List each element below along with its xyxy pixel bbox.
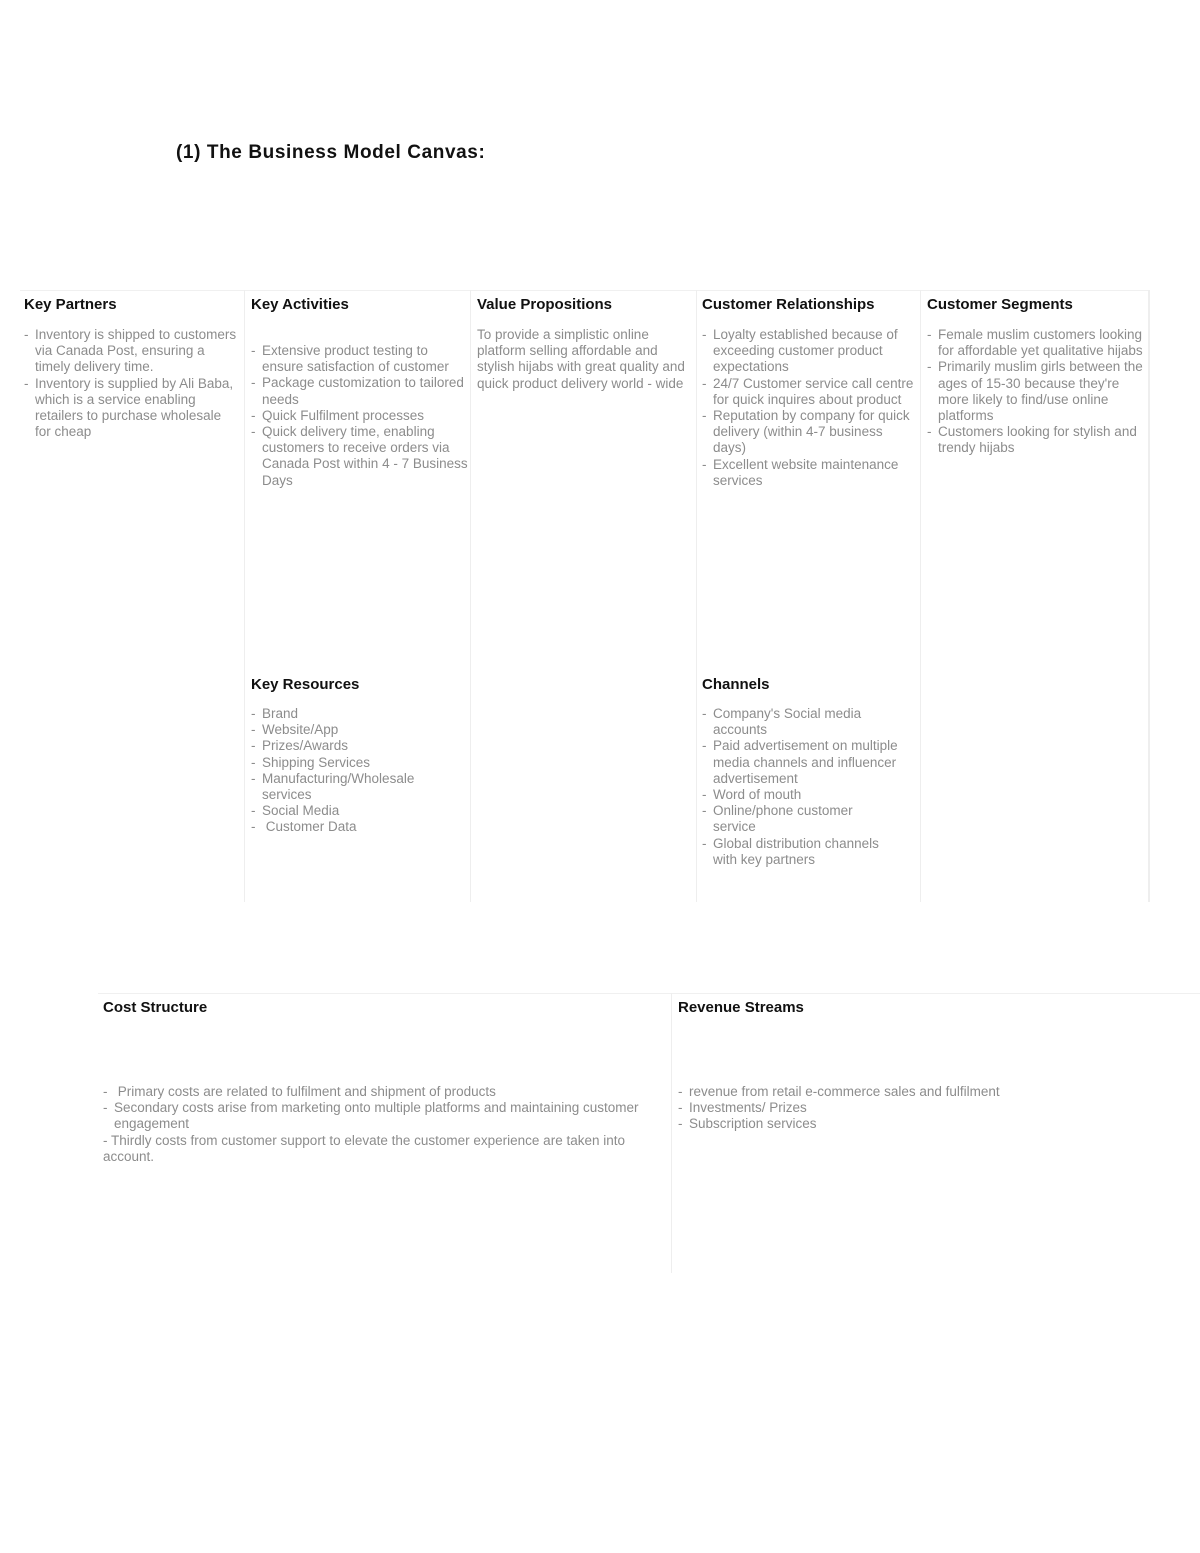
list-item: - Global distribution channels with key partners — [702, 836, 903, 868]
customer-segments-title: Customer Segments — [927, 296, 1073, 313]
customer-segments-list — [927, 327, 1143, 457]
list-item: - Prizes/Awards — [251, 738, 469, 754]
list-item: - Customers looking for stylish and trendy hijabs — [927, 424, 1143, 456]
canvas-top-border — [20, 290, 1150, 291]
customer-relationships-cell — [702, 296, 918, 489]
list-item: - Investments/ Prizes — [678, 1100, 1178, 1116]
bottom-section-divider — [671, 993, 672, 1273]
page-title: (1) The Business Model Canvas: — [176, 142, 486, 163]
canvas-divider-3 — [696, 290, 697, 902]
list-item: - Package customization to tailored needs — [251, 375, 469, 407]
customer-segments-cell — [927, 296, 1143, 457]
key-activities-list — [251, 343, 469, 489]
value-propositions-title: Value Propositions — [477, 296, 613, 313]
key-partners-list — [24, 327, 240, 440]
canvas-right-border — [1148, 290, 1150, 902]
list-item: - Quick delivery time, enabling customers to receive orders via Canada Post within 4 - 7 Business Days — [251, 424, 469, 489]
list-item: - Secondary costs arise from marketing onto multiple platforms and maintaining customer engagement — [103, 1100, 643, 1132]
canvas-divider-4 — [920, 290, 921, 902]
key-resources-cell — [251, 676, 469, 836]
list-item: - Inventory is supplied by Ali Baba, which is a service enabling retailers to purchase wholesale for cheap — [24, 376, 240, 441]
revenue-streams-title: Revenue Streams — [678, 999, 804, 1016]
cost-structure-note: - Thirdly costs from customer support to elevate the customer experience are taken into account. — [103, 1132, 625, 1164]
canvas-divider-2 — [470, 290, 471, 902]
list-item: - Inventory is shipped to customers via Canada Post, ensuring a timely delivery time. — [24, 327, 240, 376]
channels-list — [702, 706, 918, 868]
list-item: - Social Media — [251, 803, 469, 819]
key-partners-cell — [24, 296, 240, 440]
list-item: - Extensive product testing to ensure satisfaction of customer — [251, 343, 469, 375]
channels-title: Channels — [702, 676, 770, 693]
customer-relationships-title: Customer Relationships — [702, 296, 875, 313]
list-item: - Company's Social media accounts — [702, 706, 883, 738]
list-item: - Shipping Services — [251, 755, 469, 771]
key-partners-title: Key Partners — [24, 296, 117, 313]
list-item: - 24/7 Customer service call centre for quick inquires about product — [702, 376, 918, 408]
list-item: - Excellent website maintenance services — [702, 457, 918, 489]
cost-structure-list — [103, 1084, 643, 1133]
key-resources-list — [251, 706, 469, 836]
key-activities-title: Key Activities — [251, 296, 349, 313]
revenue-streams-cell — [678, 999, 1178, 1133]
cost-structure-title: Cost Structure — [103, 999, 208, 1016]
list-item: - Online/phone customer service — [702, 803, 883, 835]
list-item: - Website/App — [251, 722, 469, 738]
list-item: - Word of mouth — [702, 787, 918, 803]
list-item: - Subscription services — [678, 1116, 1178, 1132]
list-item: - Reputation by company for quick delivery (within 4-7 business days) — [702, 408, 918, 457]
channels-cell — [702, 676, 918, 868]
value-propositions-cell — [477, 296, 692, 392]
list-item: - Loyalty established because of exceeding customer product expectations — [702, 327, 918, 376]
list-item: - Paid advertisement on multiple media channels and influencer advertisement — [702, 738, 918, 787]
list-item: - Customer Data — [251, 819, 469, 835]
list-item: - Primary costs are related to fulfilment and shipment of products — [103, 1084, 643, 1100]
list-item: - Female muslim customers looking for affordable yet qualitative hijabs — [927, 327, 1143, 359]
key-resources-title: Key Resources — [251, 676, 360, 693]
bottom-section-top-border — [98, 993, 1200, 994]
customer-relationships-list — [702, 327, 918, 489]
value-propositions-text: To provide a simplistic online platform selling affordable and stylish hijabs with great quality and quick product delivery world - wide — [477, 327, 685, 391]
list-item: - Manufacturing/Wholesale services — [251, 771, 432, 803]
canvas-divider-1 — [244, 290, 245, 902]
key-activities-cell — [251, 296, 469, 489]
cost-structure-cell — [103, 999, 663, 1165]
revenue-streams-list — [678, 1084, 1178, 1133]
list-item: - Quick Fulfilment processes — [251, 408, 469, 424]
list-item: - Brand — [251, 706, 469, 722]
list-item: - revenue from retail e-commerce sales and fulfilment — [678, 1084, 1178, 1100]
list-item: - Primarily muslim girls between the ages of 15-30 because they're more likely to find/use online platforms — [927, 359, 1143, 424]
